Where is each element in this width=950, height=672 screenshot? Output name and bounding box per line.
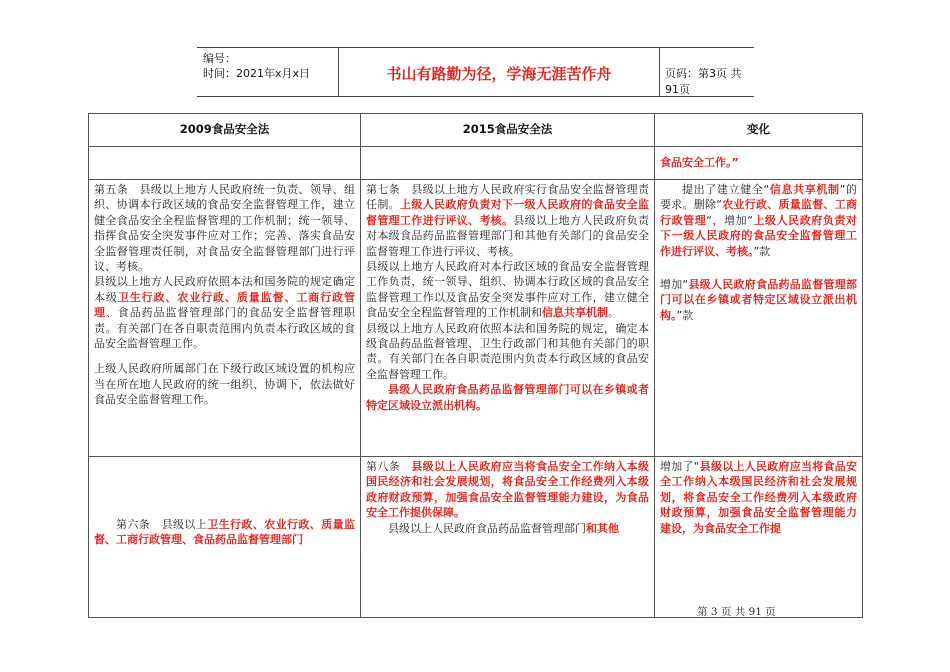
- table-row: [89, 180, 863, 457]
- article-7-para1: 第七条 县级以上地方人民政府实行食品安全监督管理责任制。上级人民政府负责对下一级人民政府的食品安全监督管理工作进行评议、考核。县级以上地方人民政府负责对本级食品药品监督管理部门和其他有关部门的食品安全监督管理工作进行评议、考核。: [366, 183, 650, 258]
- page-footer: 第 3 页 共 91 页: [697, 606, 776, 618]
- cell-2009: [89, 457, 361, 618]
- column-header-change: 变化: [655, 114, 863, 147]
- table-header-row: [89, 114, 863, 147]
- change-note-2: 增加“县级人民政府食品药品监督管理部门可以在乡镇或者特定区域设立派出机构。”款: [660, 278, 858, 322]
- cell-change: [655, 147, 863, 180]
- column-header-2015: 2015食品安全法: [361, 114, 655, 147]
- article-7-para3: 县级以上地方人民政府依照本法和国务院的规定，确定本级食品药品监督管理、卫生行政部门和其他有关部门的职责。有关部门在各自职责范围内负责本行政区域的食品安全监督管理工作。: [366, 321, 649, 381]
- article-8-para1: 第八条 县级以上人民政府应当将食品安全工作纳入本级国民经济和社会发展规划，将食品安全工作经费列入本级政府财政预算，加强食品安全监督管理能力建设，为食品安全工作提供保障。: [366, 460, 650, 520]
- number-label: 编号：: [203, 52, 236, 65]
- change-text: 食品安全工作。”: [660, 156, 739, 169]
- page-label: 页码：第3页 共91页: [665, 67, 742, 96]
- motto: 书山有路勤为径，学海无涯苦作舟: [386, 65, 612, 83]
- article-8-para2: 县级以上人民政府食品药品监督管理部门和其他: [388, 521, 619, 535]
- cell-2015: [361, 180, 655, 457]
- change-note-3: 增加了“县级以上人民政府应当将食品安全工作纳入本级国民经济和社会发展规划，将食品安全工作经费列入本级政府财政预算，加强食品安全监督管理能力建设，为食品安全工作提: [660, 460, 858, 535]
- header-meta: [203, 51, 335, 81]
- article-5-para2: 县级以上地方人民政府依照本法和国务院的规定确定本级卫生行政、农业行政、质量监督、工商行政管理、食品药品监督管理部门的食品安全监督管理职责。有关部门在各自职责范围内负责本行政区域的食品安全监督管理工作。: [94, 275, 356, 351]
- cell-change: [655, 457, 863, 618]
- cell-2015: [361, 457, 655, 618]
- document-header: [197, 47, 754, 97]
- cell-2009: [89, 180, 361, 457]
- table-row: [89, 147, 863, 180]
- cell-change: [655, 180, 863, 457]
- cell-2015: [361, 147, 655, 180]
- motto-cell: [338, 48, 660, 96]
- change-note-1: 提出了建立健全“信息共享机制”的要求。删除“农业行政、质量监督、工商行政管理“，增加“上级人民政府负责对下一级人民政府的食品安全监督管理工作进行评议、考核。”款: [660, 183, 858, 258]
- article-7-para4: 县级人民政府食品药品监督管理部门可以在乡镇或者特定区域设立派出机构。: [366, 383, 649, 412]
- column-header-2009: 2009食品安全法: [89, 114, 361, 147]
- article-7-para2: 县级以上地方人民政府对本行政区域的食品安全监督管理工作负责，统一领导、组织、协调本行政区域的食品安全监督管理工作以及食品安全突发事件应对工作，建立健全食品安全全程监督管理的工作机制和信息共享机制。: [366, 260, 649, 320]
- article-6: 第六条 县级以上卫生行政、农业行政、质量监督、工商行政管理、食品药品监督管理部门: [94, 518, 356, 547]
- table-row: [89, 457, 863, 618]
- cell-2009: [89, 147, 361, 180]
- article-5-para3: 上级人民政府所属部门在下级行政区域设置的机构应当在所在地人民政府的统一组织、协调下，依法做好食品安全监督管理工作。: [94, 362, 355, 407]
- article-5-para1: 第五条 县级以上地方人民政府统一负责、领导、组织、协调本行政区域的食品安全监督管理工作，建立健全食品安全全程监督管理的工作机制；统一领导、指挥食品安全突发事件应对工作；完善、落实食品安全监督管理责任制，对食品安全监督管理部门进行评议、考核。: [94, 183, 355, 274]
- time-label: 时间：2021年x月x日: [203, 67, 311, 80]
- comparison-table: [88, 113, 863, 618]
